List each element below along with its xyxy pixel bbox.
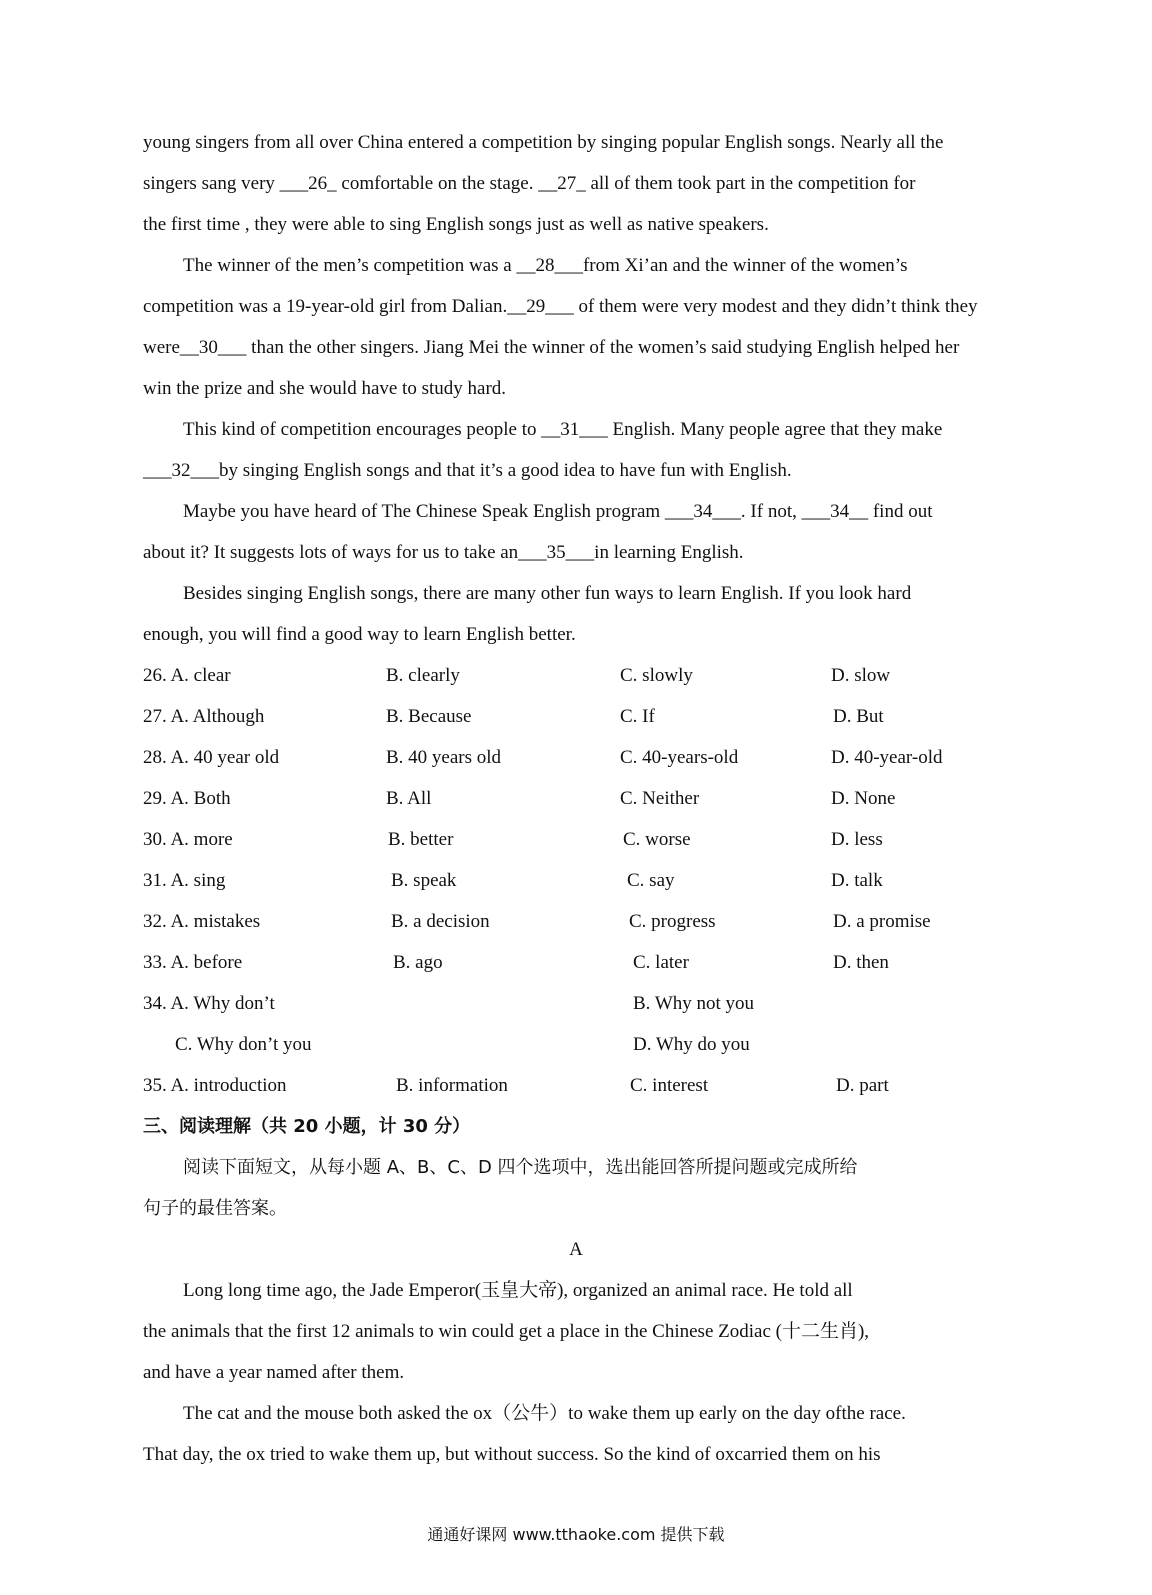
option-b: B. Why not you (633, 993, 755, 1014)
option-a: 34. A. Why don’t (143, 993, 275, 1014)
question-35-options (143, 1065, 1013, 1106)
option-d: D. 40-year-old (831, 747, 943, 768)
section-title: 三、阅读理解（共 20 小题，计 30 分） (143, 1116, 471, 1137)
question-33-options (143, 942, 1013, 983)
option-a: 27. A. Although (143, 706, 265, 727)
option-d: D. slow (831, 665, 891, 686)
option-a: 30. A. more (143, 829, 233, 850)
passage-a-line: The cat and the mouse both asked the ox（公牛）to wake them up early on the day ofthe race. (183, 1403, 906, 1424)
option-a: 26. A. clear (143, 665, 231, 686)
option-a: 35. A. introduction (143, 1075, 287, 1096)
question-29-options (143, 778, 1013, 819)
option-c: C. 40-years-old (620, 747, 739, 768)
passage-line: young singers from all over China entered a competition by singing popular English songs. Nearly all the (143, 132, 944, 153)
passage-a-title: A (569, 1239, 583, 1260)
option-d: D. But (833, 706, 884, 727)
passage-line: Besides singing English songs, there are many other fun ways to learn English. If you look hard (183, 583, 912, 604)
question-28-options (143, 737, 1013, 778)
option-a: 32. A. mistakes (143, 911, 261, 932)
option-d: D. talk (831, 870, 883, 891)
passage-line: enough, you will find a good way to learn English better. (143, 624, 576, 645)
passage-a-line: and have a year named after them. (143, 1362, 405, 1383)
option-b: B. clearly (386, 665, 460, 686)
option-c: C. worse (623, 829, 691, 850)
passage-a-line: Long long time ago, the Jade Emperor(玉皇大帝), organized an animal race. He told all (183, 1280, 853, 1301)
page-footer: 通通好课网 www.tthaoke.com 提供下载 (427, 1525, 725, 1544)
question-26-options (143, 655, 1013, 696)
option-b: B. All (386, 788, 432, 809)
option-b: B. ago (393, 952, 443, 973)
passage-a-line: That day, the ox tried to wake them up, but without success. So the kind of oxcarried them on his (143, 1444, 881, 1465)
option-c: C. slowly (620, 665, 693, 686)
question-31-options (143, 860, 1013, 901)
instruction-line: 句子的最佳答案。 (143, 1198, 287, 1219)
passage-line: competition was a 19-year-old girl from Dalian.__29___ of them were very modest and they didn’t think they (143, 296, 978, 317)
passage-line: The winner of the men’s competition was a __28___from Xi’an and the winner of the women’s (183, 255, 908, 276)
option-a: 29. A. Both (143, 788, 231, 809)
option-b: B. speak (391, 870, 457, 891)
question-32-options (143, 901, 1013, 942)
option-a: 28. A. 40 year old (143, 747, 280, 768)
passage-line: win the prize and she would have to study hard. (143, 378, 507, 399)
option-d: D. less (831, 829, 883, 850)
option-a: 31. A. sing (143, 870, 226, 891)
passage-line: the first time , they were able to sing English songs just as well as native speakers. (143, 214, 769, 235)
option-c: C. progress (629, 911, 716, 932)
option-b: B. 40 years old (386, 747, 502, 768)
question-30-options (143, 819, 1013, 860)
passage-a-line: the animals that the first 12 animals to win could get a place in the Chinese Zodiac (十二生肖), (143, 1321, 870, 1342)
passage-line: ___32___by singing English songs and that it’s a good idea to have fun with English. (143, 460, 792, 481)
passage-a (143, 1270, 1013, 1475)
option-a: 33. A. before (143, 952, 243, 973)
option-c: C. If (620, 706, 655, 727)
question-34-options (143, 983, 1013, 1024)
passage-line: Maybe you have heard of The Chinese Speak English program ___34___. If not, ___34__ find out (183, 501, 933, 522)
instruction-line: 阅读下面短文，从每小题 A、B、C、D 四个选项中，选出能回答所提问题或完成所给 (183, 1157, 858, 1178)
option-b: B. information (396, 1075, 508, 1096)
option-c: C. interest (630, 1075, 709, 1096)
passage-line: This kind of competition encourages people to __31___ English. Many people agree that they make (183, 419, 943, 440)
option-c: C. Why don’t you (175, 1034, 312, 1055)
option-d: D. a promise (833, 911, 931, 932)
passage-line: singers sang very ___26_ comfortable on the stage. __27_ all of them took part in the competition for (143, 173, 916, 194)
option-d: D. Why do you (633, 1034, 750, 1055)
option-b: B. better (388, 829, 454, 850)
question-34-options-continued (143, 1024, 1013, 1065)
passage-line: about it? It suggests lots of ways for us to take an___35___in learning English. (143, 542, 744, 563)
option-b: B. Because (386, 706, 472, 727)
option-c: C. Neither (620, 788, 700, 809)
option-d: D. then (833, 952, 889, 973)
option-d: D. None (831, 788, 896, 809)
passage-line: were__30___ than the other singers. Jiang Mei the winner of the women’s said studying English helped her (143, 337, 960, 358)
question-27-options (143, 696, 1013, 737)
cloze-passage (143, 122, 1013, 655)
instructions (143, 1147, 1013, 1229)
option-c: C. later (633, 952, 689, 973)
option-b: B. a decision (391, 911, 490, 932)
option-d: D. part (836, 1075, 889, 1096)
option-c: C. say (627, 870, 675, 891)
